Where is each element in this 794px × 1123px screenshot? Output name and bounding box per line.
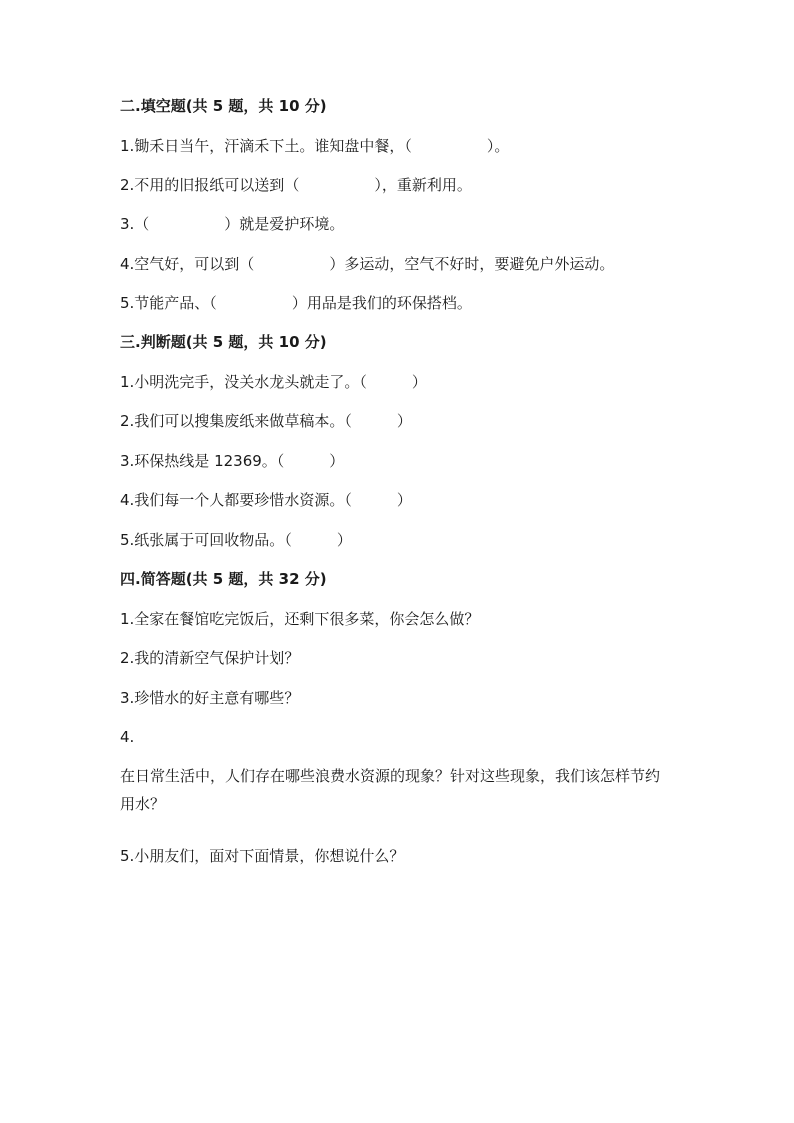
question-item: 2.不用的旧报纸可以送到（ ），重新利用。: [120, 176, 472, 194]
question-item: 3.珍惜水的好主意有哪些？: [120, 689, 300, 707]
question-item: 5.纸张属于可回收物品。（ ）: [120, 531, 352, 549]
question-item: 2.我们可以搜集废纸来做草稿本。（ ）: [120, 412, 412, 430]
question-item: 1.锄禾日当午，汗滴禾下土。谁知盘中餐，（ ）。: [120, 137, 510, 155]
question-item: 1.全家在餐馆吃完饭后，还剩下很多菜，你会怎么做？: [120, 610, 480, 628]
section-heading-fill-blank: 二.填空题(共 5 题，共 10 分): [120, 97, 327, 115]
question-paragraph: 在日常生活中，人们存在哪些浪费水资源的现象？针对这些现象，我们该怎样节约用水？: [120, 767, 661, 813]
question-item: 5.节能产品、（ ）用品是我们的环保搭档。: [120, 294, 472, 312]
section-heading-short-answer: 四.简答题(共 5 题，共 32 分): [120, 570, 327, 588]
section-heading-true-false: 三.判断题(共 5 题，共 10 分): [120, 333, 327, 351]
question-item: 3.（ ）就是爱护环境。: [120, 215, 345, 233]
question-item: 2.我的清新空气保护计划？: [120, 649, 300, 667]
question-item: 4.我们每一个人都要珍惜水资源。（ ）: [120, 491, 412, 509]
question-number: 4.: [120, 728, 135, 746]
question-item: 3.环保热线是 12369。（ ）: [120, 452, 345, 470]
question-item: 5.小朋友们，面对下面情景，你想说什么？: [120, 847, 405, 865]
question-item: 1.小明洗完手，没关水龙头就走了。（ ）: [120, 373, 427, 391]
question-item: 4.空气好，可以到（ ）多运动，空气不好时，要避免户外运动。: [120, 255, 615, 273]
